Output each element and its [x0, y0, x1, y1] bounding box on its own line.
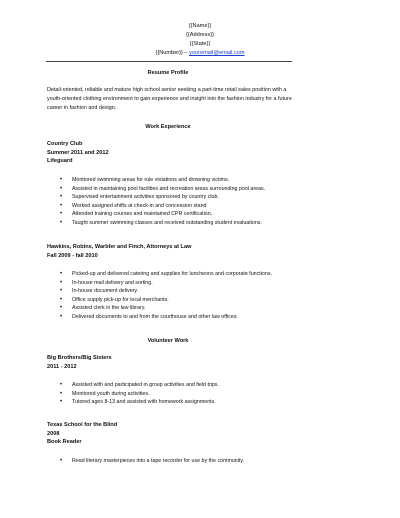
- state-line: [0, 41, 400, 48]
- list-item: • Taught summer swimming classes and received outstanding student evaluations.: [60, 219, 265, 228]
- job-header: [47, 243, 191, 260]
- list-item: • Office supply pick-up for local merchants.: [60, 296, 272, 305]
- list-item: • Attended training courses and maintained CPR certification.: [60, 210, 265, 219]
- employment-dates: Summer 2011 and 2012: [47, 149, 109, 156]
- volunteer-duties-list: [60, 381, 219, 407]
- profile-heading: Resume Profile: [147, 70, 189, 76]
- applicant-number: {{Number}}: [155, 50, 183, 56]
- organization-name: Texas School for the Blind: [47, 422, 118, 428]
- list-item: • Read literary masterpieces into a tape recorder for use by the community.: [60, 457, 244, 466]
- address-line: [0, 32, 400, 39]
- list-item: • Monitored youth during activities.: [60, 390, 219, 399]
- employment-dates: Fall 2009 - fall 2010: [47, 252, 98, 259]
- list-item: • Delivered documents to and from the courthouse and other law offices.: [60, 313, 272, 322]
- applicant-state: {{State}}: [189, 41, 211, 47]
- list-item: • Picked-up and delivered catering and supplies for luncheons and corporate functions.: [60, 270, 272, 279]
- job-header: [47, 140, 109, 166]
- organization-name: Big Brothers/Big Sisters: [47, 355, 112, 361]
- list-item: • Assisted in maintaining pool facilities and recreation areas surrounding pool areas.: [60, 185, 265, 194]
- volunteer-role: Book Reader: [47, 439, 82, 445]
- profile-text: Detail-oriented, reliable and mature high school senior seeking a part-time retail sales position with a youth-oriented clothing environment to gain experience and insight into the fashion industry for a future career in fashion and design.: [47, 87, 292, 111]
- job-header: [47, 354, 112, 371]
- applicant-address: {{Address}}: [186, 32, 214, 38]
- list-item: • Tutored ages 8-13 and assisted with homework assignments.: [60, 398, 219, 407]
- volunteer-dates: 2008: [47, 430, 60, 437]
- list-item: • In-house document delivery.: [60, 287, 272, 296]
- job-duties-list: [60, 176, 265, 228]
- work-experience-heading: Work Experience: [145, 124, 191, 130]
- list-item: • In-house mail delivery and sorting.: [60, 279, 272, 288]
- email-link[interactable]: youremail@email.com: [189, 50, 245, 56]
- employer-name: Country Club: [47, 141, 83, 147]
- list-item: • Assisted with and participated in group activities and field trips.: [60, 381, 219, 390]
- list-item: • Monitored swimming areas for rule violations and drowning victims.: [60, 176, 265, 185]
- applicant-name: {{Name}}: [188, 23, 212, 29]
- volunteer-work-heading: Volunteer Work: [147, 338, 189, 344]
- contact-line: [0, 50, 400, 57]
- volunteer-duties-list: [60, 457, 244, 466]
- header-divider: [46, 61, 292, 62]
- name-line: [0, 23, 400, 30]
- volunteer-dates: 2011 - 2012: [47, 363, 77, 370]
- list-item: • Assisted clerk in the law library.: [60, 304, 272, 313]
- job-role: Lifeguard: [47, 158, 73, 164]
- list-item: • Worked assigned shifts at check-in and concession stand: [60, 202, 265, 211]
- contact-separator: –: [184, 50, 188, 56]
- employer-name: Hawkins, Robins, Warbler and Finch, Attorneys at Law: [47, 244, 192, 250]
- job-header: [47, 421, 117, 447]
- job-duties-list: [60, 270, 272, 322]
- list-item: • Supervised entertainment activities sponsored by country club.: [60, 193, 265, 202]
